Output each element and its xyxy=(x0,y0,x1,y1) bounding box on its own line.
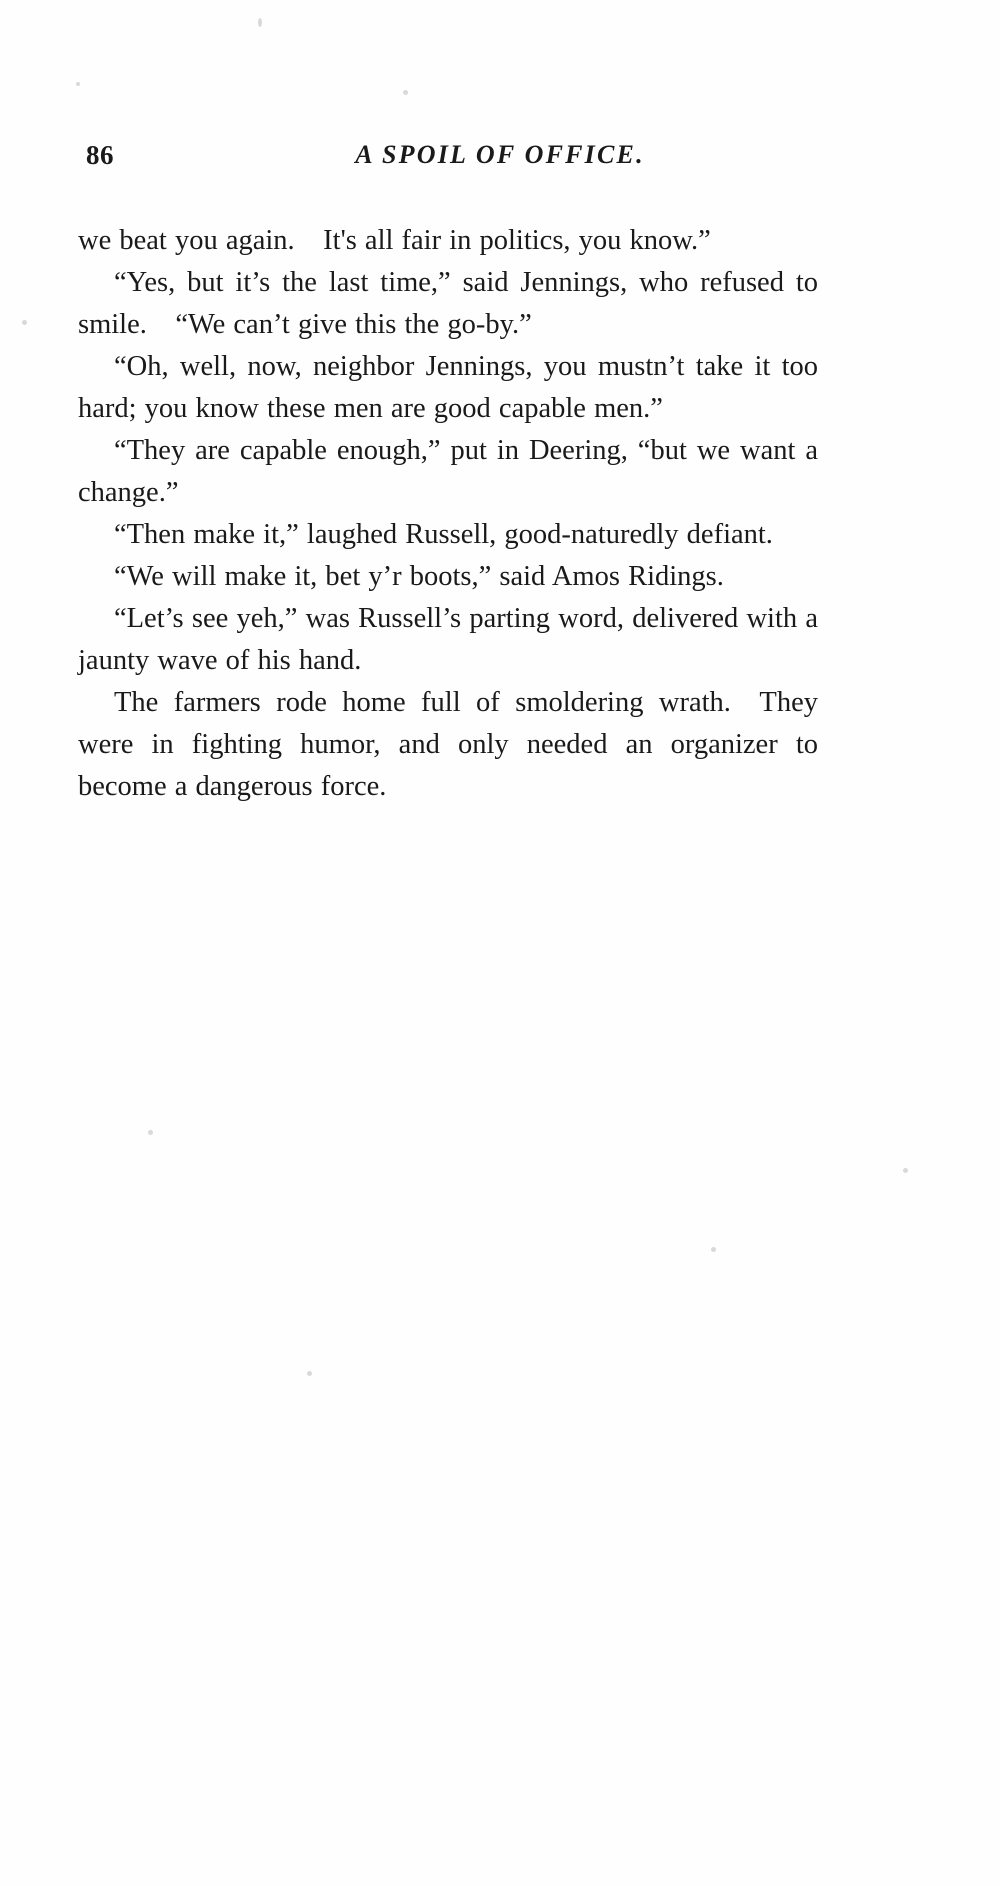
scan-speck xyxy=(148,1130,153,1135)
paragraph: “Let’s see yeh,” was Russell’s parting word, delivered with a jaunty wave of his hand. xyxy=(78,603,818,676)
page-header xyxy=(86,140,914,180)
paragraph: we beat you again. It's all fair in politics, you know.” xyxy=(78,225,711,256)
running-title: A SPOIL OF OFFICE. xyxy=(355,140,645,169)
paragraph: “Yes, but it’s the last time,” said Jennings, who refused to smile. “We can’t give this the go-by.” xyxy=(78,267,818,340)
paragraph: “Then make it,” laughed Russell, good-naturedly defiant. xyxy=(114,519,773,550)
scan-speck xyxy=(258,18,262,27)
scan-speck xyxy=(711,1247,716,1252)
scan-speck xyxy=(76,82,80,86)
paragraph: The farmers rode home full of smoldering wrath. They were in fighting humor, and only needed an organizer to become a dangerous force. xyxy=(78,687,818,802)
scan-speck xyxy=(307,1371,312,1376)
page-body xyxy=(78,220,818,808)
scan-speck xyxy=(403,90,408,95)
scan-speck xyxy=(22,320,27,325)
paragraph: “They are capable enough,” put in Deering, “but we want a change.” xyxy=(78,435,818,508)
scan-speck xyxy=(903,1168,908,1173)
page-number: 86 xyxy=(86,140,114,170)
paragraph: “Oh, well, now, neighbor Jennings, you mustn’t take it too hard; you know these men are good capable men.” xyxy=(78,351,818,424)
paragraph: “We will make it, bet y’r boots,” said Amos Ridings. xyxy=(114,561,724,592)
